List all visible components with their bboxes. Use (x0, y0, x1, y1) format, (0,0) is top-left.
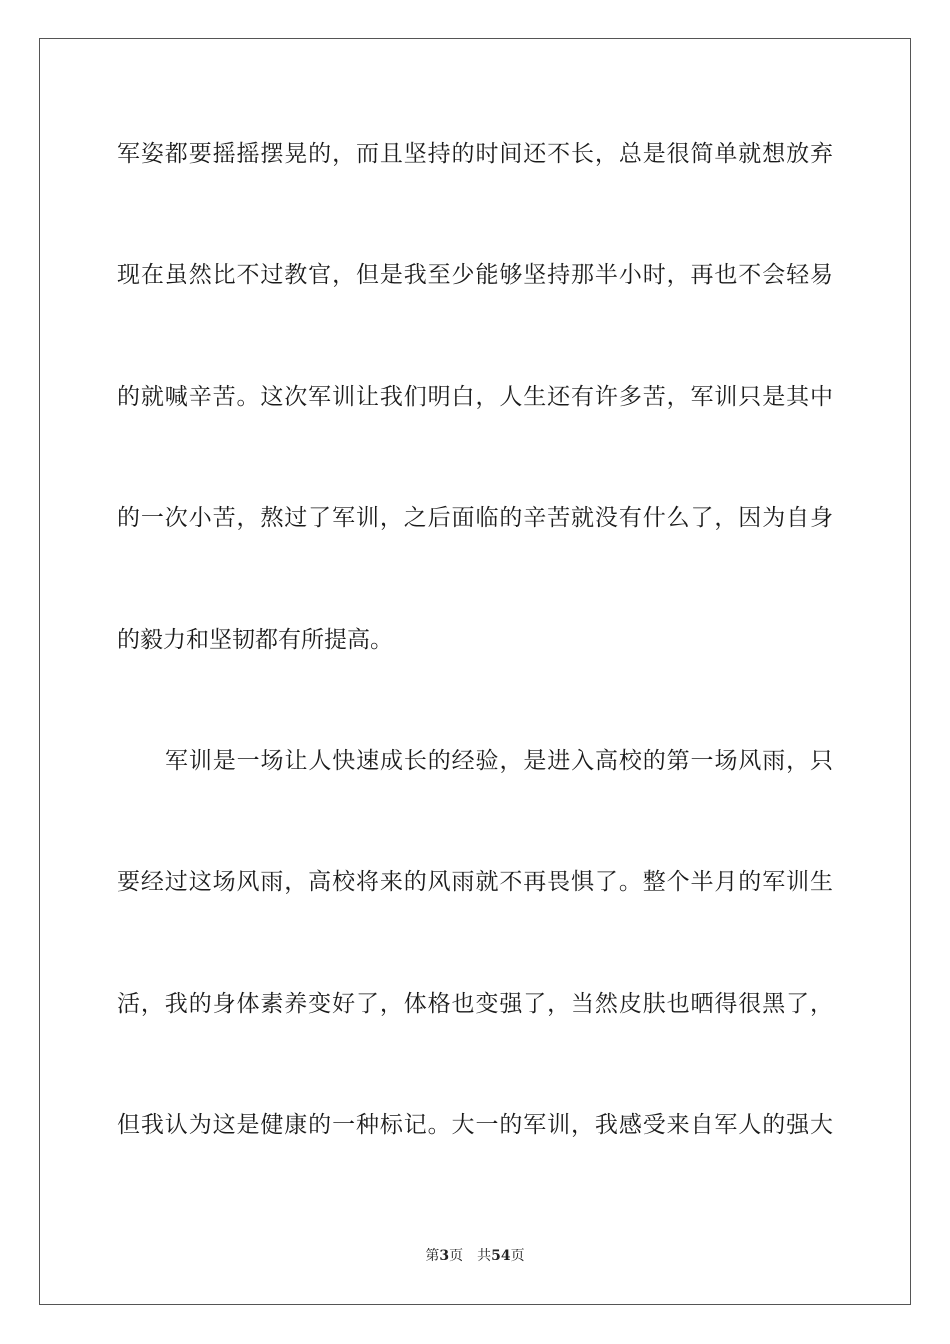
page-suffix: 页 (449, 1248, 464, 1264)
total-suffix: 页 (510, 1248, 525, 1264)
page-footer (0, 1246, 950, 1266)
total-prefix: 共 (477, 1248, 492, 1264)
text-line: 现在虽然比不过教官，但是我至少能够坚持那半小时，再也不会轻易 (117, 262, 833, 288)
text-line: 军训是一场让人快速成长的经验，是进入高校的第一场风雨，只 (165, 748, 833, 774)
text-line: 要经过这场风雨，高校将来的风雨就不再畏惧了。整个半月的军训生 (117, 869, 833, 895)
text-line: 但我认为这是健康的一种标记。大一的军训，我感受来自军人的强大 (117, 1112, 833, 1138)
page-number: 3 (439, 1248, 450, 1264)
text-line: 的就喊辛苦。这次军训让我们明白，人生还有许多苦，军训只是其中 (117, 384, 833, 410)
text-line: 军姿都要摇摇摆晃的，而且坚持的时间还不长，总是很简单就想放弃 (117, 141, 833, 167)
page-prefix: 第 (425, 1248, 440, 1264)
text-line: 的一次小苦，熬过了军训，之后面临的辛苦就没有什么了，因为自身 (117, 505, 833, 531)
total-pages: 54 (491, 1248, 511, 1264)
text-line: 活，我的身体素养变好了，体格也变强了，当然皮肤也晒得很黑了， (117, 991, 833, 1017)
text-line: 的毅力和坚韧都有所提高。 (117, 627, 393, 653)
